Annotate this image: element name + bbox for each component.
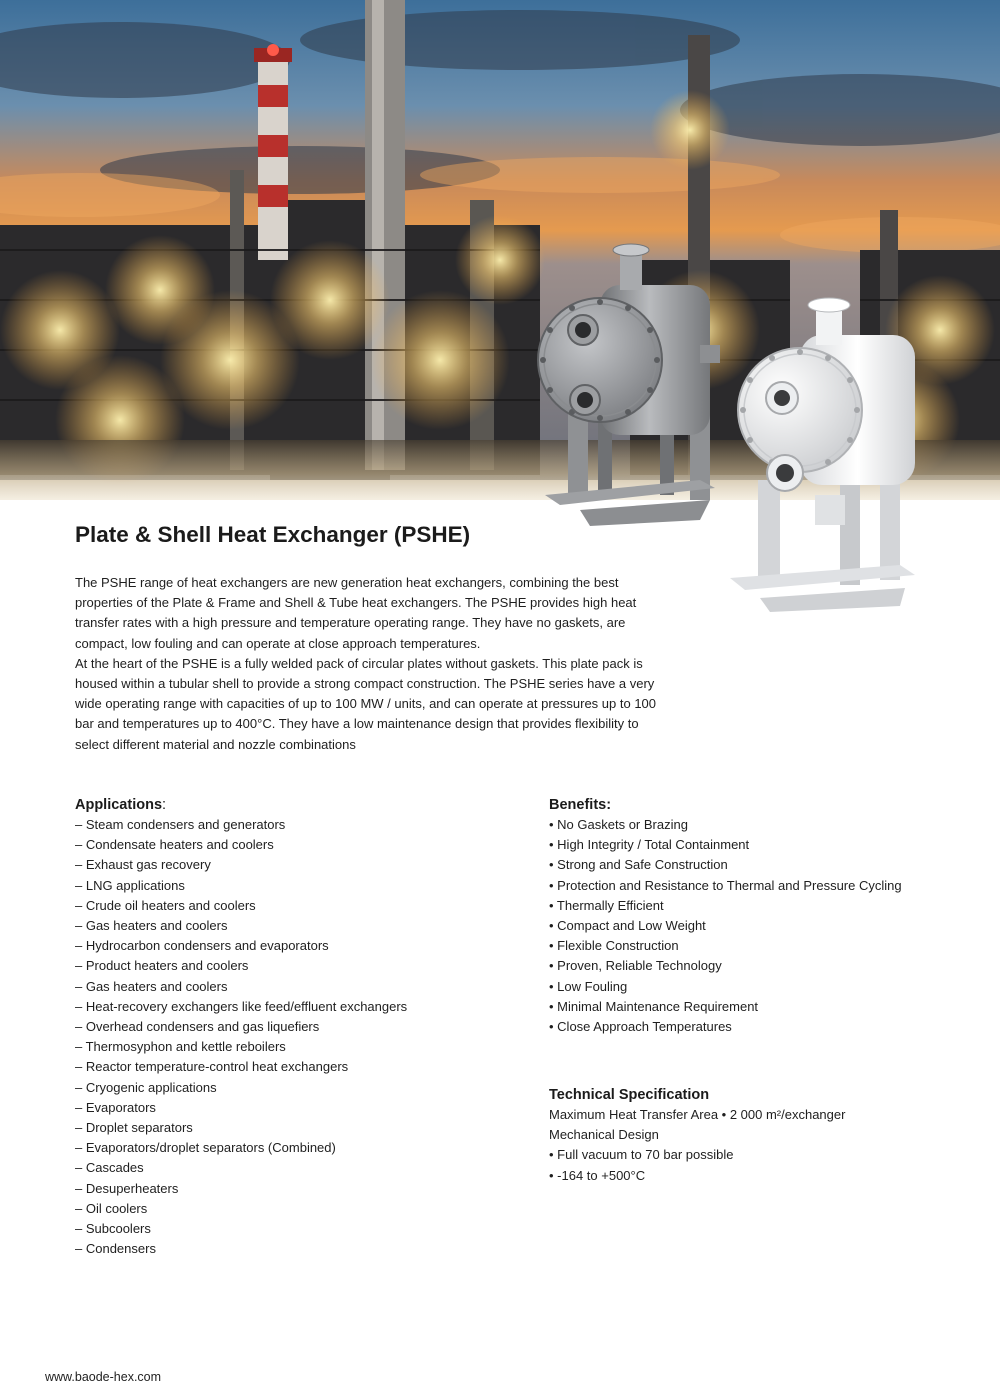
- technical-specification-section: [549, 1085, 845, 1186]
- list-item: – Cascades: [75, 1160, 144, 1176]
- list-item: – Condensers: [75, 1241, 156, 1257]
- intro-paragraph: The PSHE range of heat exchangers are new generation heat exchangers, combining the best properties of the Plate & Frame and Shell & Tube heat exchangers. The PSHE provides high heat transfer rates with a high pressure and temperature operating range. They have no gaskets, are compact, low fouling and can operate at close approach temperatures.: [75, 575, 637, 651]
- list-item: • Close Approach Temperatures: [549, 1019, 732, 1035]
- technical-specification-heading: Technical Specification: [549, 1087, 710, 1103]
- list-item: – Product heaters and coolers: [75, 958, 249, 974]
- benefits-heading: Benefits:: [549, 797, 612, 813]
- footer-url: www.baode-hex.com: [45, 1370, 162, 1384]
- list-item: • Flexible Construction: [549, 938, 679, 954]
- list-item: – Subcoolers: [75, 1221, 151, 1237]
- list-item: – Evaporators/droplet separators (Combined): [75, 1140, 336, 1156]
- applications-list: [75, 815, 407, 1259]
- applications-section: [75, 795, 407, 1259]
- list-item: – Heat-recovery exchangers like feed/effluent exchangers: [75, 998, 408, 1014]
- list-item: • Strong and Safe Construction: [549, 857, 728, 873]
- list-item: • Low Fouling: [549, 978, 628, 994]
- list-item: – LNG applications: [75, 877, 185, 893]
- page-title: Plate & Shell Heat Exchanger (PSHE): [75, 522, 471, 547]
- list-item: – Reactor temperature-control heat exchangers: [75, 1059, 349, 1075]
- list-item: • No Gaskets or Brazing: [549, 817, 688, 832]
- applications-heading: [75, 795, 407, 815]
- benefits-list: [549, 815, 902, 1037]
- list-item: – Thermosyphon and kettle reboilers: [75, 1039, 286, 1055]
- list-item: – Hydrocarbon condensers and evaporators: [75, 938, 329, 954]
- list-item: • Minimal Maintenance Requirement: [549, 998, 759, 1014]
- list-item: – Cryogenic applications: [75, 1079, 217, 1095]
- spec-line: • Full vacuum to 70 bar possible: [549, 1147, 734, 1163]
- list-item: • Protection and Resistance to Thermal and Pressure Cycling: [549, 877, 902, 893]
- list-item: • High Integrity / Total Containment: [549, 837, 750, 853]
- list-item: – Steam condensers and generators: [75, 817, 286, 832]
- benefits-section: [549, 795, 902, 1037]
- list-item: – Gas heaters and coolers: [75, 978, 228, 994]
- list-item: • Thermally Efficient: [549, 897, 664, 913]
- spec-line: • -164 to +500°C: [549, 1167, 646, 1183]
- list-item: – Overhead condensers and gas liquefiers: [75, 1019, 320, 1035]
- list-item: – Oil coolers: [75, 1200, 148, 1216]
- list-item: – Condensate heaters and coolers: [75, 837, 274, 853]
- spec-line: Mechanical Design: [549, 1127, 659, 1143]
- list-item: • Compact and Low Weight: [549, 918, 706, 934]
- applications-heading-text: Applications: [75, 797, 163, 813]
- list-item: – Exhaust gas recovery: [75, 857, 211, 873]
- intro-paragraph: At the heart of the PSHE is a fully welded pack of circular plates without gaskets. This plate pack is housed within a tubular shell to provide a strong compact construction. The PSHE series have a very wide operating range with capacities of up to 100 MW / units, and can operate at pressures up to 100 bar and temperatures up to 400°C. They have a low maintenance design that provides flexibility to select different material and nozzle combinations: [75, 655, 657, 752]
- spec-line: Maximum Heat Transfer Area • 2 000 m²/exchanger: [549, 1107, 846, 1122]
- list-item: • Proven, Reliable Technology: [549, 958, 722, 974]
- list-item: – Desuperheaters: [75, 1180, 179, 1196]
- intro-text: [75, 573, 675, 755]
- list-item: – Droplet separators: [75, 1120, 193, 1136]
- list-item: – Crude oil heaters and coolers: [75, 897, 256, 913]
- list-item: – Gas heaters and coolers: [75, 918, 228, 934]
- applications-heading-colon: :: [162, 797, 167, 813]
- list-item: – Evaporators: [75, 1099, 156, 1115]
